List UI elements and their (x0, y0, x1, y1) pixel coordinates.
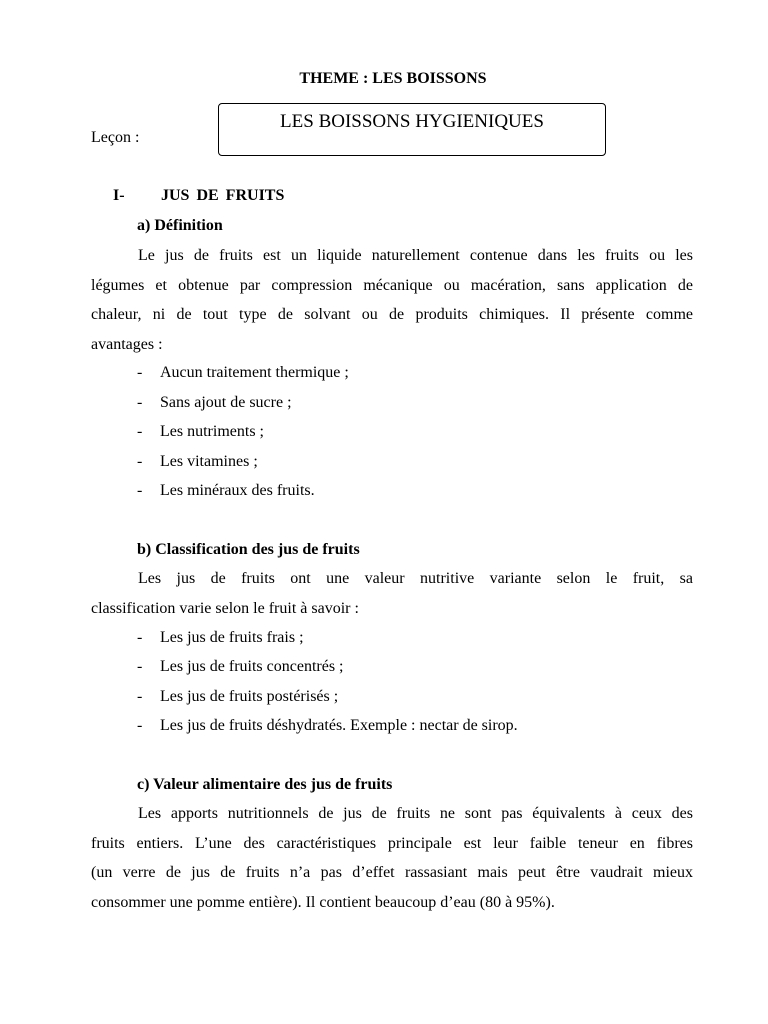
theme-title: THEME : LES BOISSONS (299, 70, 487, 87)
paragraph-line: Les jus de fruits ont une valeur nutritive variante selon le fruit, sa (138, 570, 693, 587)
list-item: Les jus de fruits frais ; (160, 629, 304, 646)
list-item: Sans ajout de sucre ; (160, 394, 292, 411)
bullet-dash: - (137, 658, 143, 675)
bullet-dash: - (137, 688, 143, 705)
bullet-dash: - (137, 482, 143, 499)
bullet-dash: - (137, 423, 143, 440)
paragraph-line: Les apports nutritionnels de jus de fruits ne sont pas équivalents à ceux des (138, 805, 693, 822)
subsection-b-heading: b) Classification des jus de fruits (137, 541, 360, 558)
section-title: JUS DE FRUITS (161, 187, 285, 204)
list-item: Les jus de fruits postérisés ; (160, 688, 339, 705)
list-item: Les minéraux des fruits. (160, 482, 315, 499)
list-item: Les vitamines ; (160, 453, 258, 470)
subsection-a-paragraph (91, 247, 693, 365)
subsection-c-paragraph (91, 805, 693, 923)
paragraph-line: fruits entiers. L’une des caractéristiques principale est leur faible teneur en fibres (91, 834, 693, 852)
lesson-title: LES BOISSONS HYGIENIQUES (280, 111, 544, 132)
paragraph-line: consommer une pomme entière). Il contient beaucoup d’eau (80 à 95%). (91, 893, 555, 911)
list-item: Aucun traitement thermique ; (160, 364, 349, 381)
section-number: I- (113, 187, 125, 204)
bullet-dash: - (137, 453, 143, 470)
subsection-b-paragraph (91, 570, 693, 629)
lecon-label: Leçon : (91, 129, 140, 146)
paragraph-line: avantages : (91, 335, 163, 353)
list-item: Les jus de fruits concentrés ; (160, 658, 344, 675)
paragraph-line: (un verre de jus de fruits n’a pas d’effet rassasiant mais peut être vaudrait mieux (91, 864, 693, 881)
subsection-c-heading: c) Valeur alimentaire des jus de fruits (137, 776, 393, 793)
subsection-a-heading: a) Définition (137, 217, 223, 234)
paragraph-line: Le jus de fruits est un liquide naturellement contenue dans les fruits ou les (138, 247, 693, 264)
paragraph-line: classification varie selon le fruit à savoir : (91, 599, 359, 617)
lesson-title-box (218, 103, 606, 156)
list-item: Les nutriments ; (160, 423, 264, 440)
bullet-dash: - (137, 394, 143, 411)
bullet-dash: - (137, 629, 143, 646)
paragraph-line: légumes et obtenue par compression mécanique ou macération, sans application de (91, 276, 693, 294)
bullet-dash: - (137, 717, 143, 734)
bullet-dash: - (137, 364, 143, 381)
list-item: Les jus de fruits déshydratés. Exemple : nectar de sirop. (160, 717, 518, 734)
paragraph-line: chaleur, ni de tout type de solvant ou de produits chimiques. Il présente comme (91, 306, 693, 323)
